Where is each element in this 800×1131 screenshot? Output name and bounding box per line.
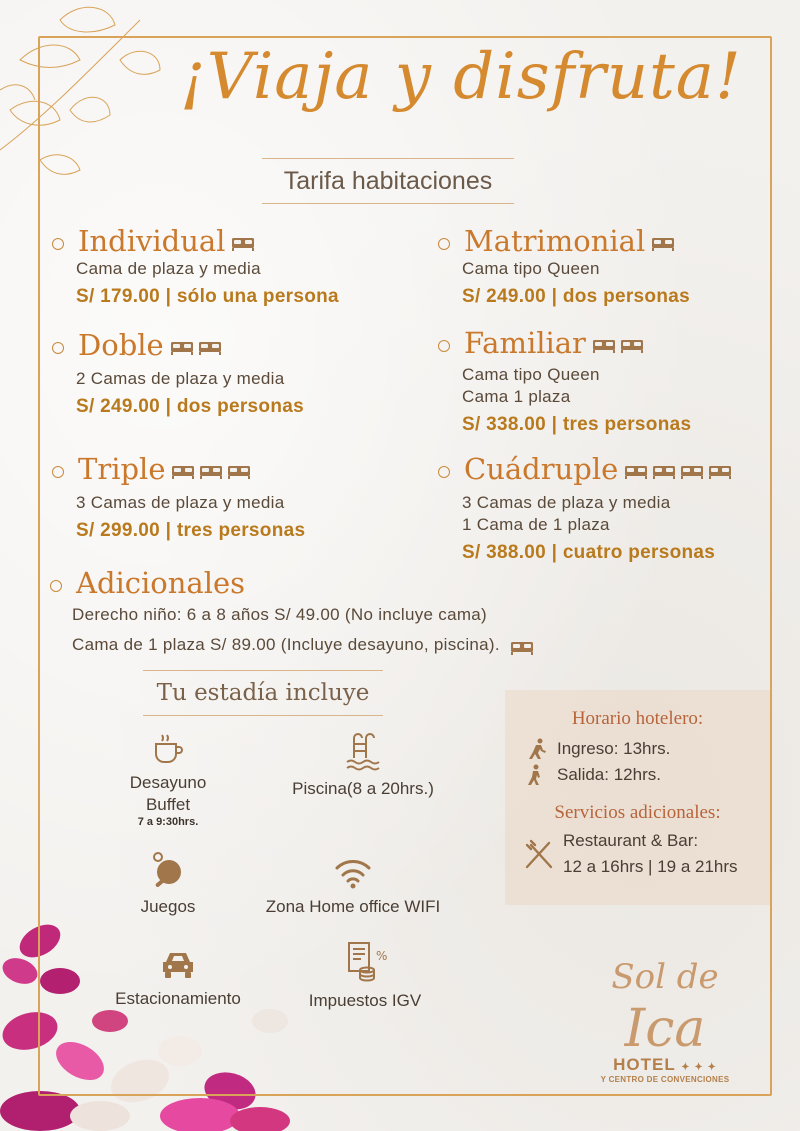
services-title: Servicios adicionales: bbox=[554, 802, 721, 823]
bed-icon bbox=[620, 337, 644, 353]
additional-line-text: Cama de 1 plaza S/ 89.00 (Incluye desayuno, piscina). bbox=[72, 635, 500, 654]
walking-person-icon bbox=[527, 764, 549, 786]
ping-pong-icon bbox=[149, 848, 187, 890]
amenity-label: Buffet bbox=[145, 795, 191, 814]
amenity-label: Impuestos IGV bbox=[308, 991, 422, 1010]
room-name: Familiar bbox=[464, 326, 586, 360]
bullet-icon bbox=[438, 340, 450, 352]
additional-section bbox=[50, 566, 534, 660]
additional-line bbox=[72, 600, 534, 630]
bed-icon bbox=[651, 235, 675, 251]
room-desc: Cama tipo Queen bbox=[462, 259, 600, 278]
room-price: S/ 249.00 | dos personas bbox=[462, 286, 690, 307]
bed-icon bbox=[624, 463, 648, 479]
checkout-text: Salida: 12hrs. bbox=[557, 765, 661, 784]
logo-subtitle: Y CENTRO DE CONVENCIONES bbox=[600, 1075, 730, 1084]
checkin-text: Ingreso: 13hrs. bbox=[557, 739, 671, 758]
logo-hotel bbox=[580, 1055, 750, 1075]
room-desc: Cama tipo Queen bbox=[462, 365, 600, 384]
room-desc: 3 Camas de plaza y media bbox=[76, 493, 285, 512]
room-price: S/ 249.00 | dos personas bbox=[76, 396, 304, 417]
bed-icon bbox=[170, 339, 194, 355]
room-matrimonial bbox=[438, 224, 690, 308]
page-subtitle: Tarifa habitaciones bbox=[283, 166, 493, 195]
room-price: S/ 388.00 | cuatro personas bbox=[462, 542, 716, 563]
amenity-games bbox=[118, 848, 218, 918]
svg-text:%: % bbox=[376, 949, 387, 963]
room-desc: 1 Cama de 1 plaza bbox=[462, 515, 610, 534]
room-desc: Cama de plaza y media bbox=[76, 259, 261, 278]
bed-icon bbox=[652, 463, 676, 479]
room-cuadruple bbox=[438, 452, 732, 564]
bed-icon bbox=[171, 463, 195, 479]
amenity-parking bbox=[88, 948, 268, 1010]
additional-line-text: Derecho niño: 6 a 8 años S/ 49.00 (No incluye cama) bbox=[72, 605, 488, 624]
logo-hotel-text: HOTEL bbox=[613, 1055, 676, 1074]
amenity-label: Piscina(8 a 20hrs.) bbox=[292, 779, 434, 798]
bed-icon bbox=[198, 339, 222, 355]
room-name: Individual bbox=[78, 224, 226, 258]
bed-icon bbox=[231, 235, 255, 251]
bullet-icon bbox=[52, 342, 64, 354]
bed-icons bbox=[171, 463, 251, 479]
logo-script-line1: Sol de bbox=[611, 957, 719, 997]
amenity-breakfast bbox=[108, 732, 228, 828]
room-name: Cuádruple bbox=[464, 452, 619, 486]
bullet-icon bbox=[438, 466, 450, 478]
restaurant-label: Restaurant & Bar: bbox=[563, 831, 699, 850]
hours-box bbox=[505, 690, 770, 905]
additional-title: Adicionales bbox=[76, 566, 246, 600]
room-familiar bbox=[438, 326, 691, 436]
checkout-line bbox=[527, 762, 770, 788]
bed-icons bbox=[170, 339, 222, 355]
amenity-pool bbox=[268, 732, 458, 800]
bed-icon bbox=[592, 337, 616, 353]
room-desc: Cama 1 plaza bbox=[462, 387, 571, 406]
hours-title: Horario hotelero: bbox=[571, 708, 704, 729]
bed-icons bbox=[510, 639, 534, 655]
restaurant-hours: 12 a 16hrs | 19 a 21hrs bbox=[563, 857, 738, 876]
checkin-line bbox=[527, 736, 770, 762]
bed-icon bbox=[680, 463, 704, 479]
bullet-icon bbox=[438, 238, 450, 250]
room-doble bbox=[52, 328, 304, 418]
subtitle-box bbox=[262, 158, 514, 204]
fork-knife-icon bbox=[523, 837, 555, 871]
hotel-logo bbox=[580, 945, 750, 1084]
coffee-cup-icon bbox=[151, 732, 185, 766]
bed-icons bbox=[651, 235, 675, 251]
pool-ladder-icon bbox=[344, 732, 382, 772]
logo-script bbox=[580, 945, 750, 1059]
bed-icon bbox=[510, 639, 534, 655]
amenity-hours: 7 a 9:30hrs. bbox=[137, 816, 199, 828]
bullet-icon bbox=[52, 238, 64, 250]
room-price: S/ 179.00 | sólo una persona bbox=[76, 286, 339, 307]
includes-title: Tu estadía incluye bbox=[156, 680, 370, 706]
bed-icons bbox=[592, 337, 644, 353]
room-triple bbox=[52, 452, 305, 542]
bed-icon bbox=[708, 463, 732, 479]
logo-script-line2: Ica bbox=[624, 999, 706, 1059]
room-name: Matrimonial bbox=[464, 224, 646, 258]
amenity-wifi bbox=[238, 856, 468, 918]
bed-icons bbox=[231, 235, 255, 251]
walking-person-icon bbox=[527, 738, 549, 760]
bed-icons bbox=[624, 463, 732, 479]
tax-document-icon bbox=[343, 940, 387, 984]
room-name: Triple bbox=[78, 452, 166, 486]
includes-title-box bbox=[143, 670, 383, 716]
room-price: S/ 299.00 | tres personas bbox=[76, 520, 306, 541]
room-price: S/ 338.00 | tres personas bbox=[462, 414, 692, 435]
amenity-label: Zona Home office WIFI bbox=[265, 897, 441, 916]
additional-line bbox=[72, 630, 534, 660]
room-desc: 2 Camas de plaza y media bbox=[76, 369, 285, 388]
bullet-icon bbox=[52, 466, 64, 478]
bed-icon bbox=[227, 463, 251, 479]
room-name: Doble bbox=[78, 328, 164, 362]
car-icon bbox=[158, 948, 198, 982]
amenity-tax bbox=[285, 940, 445, 1012]
bullet-icon bbox=[50, 580, 62, 592]
bed-icon bbox=[199, 463, 223, 479]
stars-icon: ✦ ✦ ✦ bbox=[681, 1062, 717, 1073]
wifi-icon bbox=[333, 856, 373, 890]
page-title: ¡Viaja y disfruta! bbox=[180, 40, 742, 114]
amenity-label: Juegos bbox=[140, 897, 196, 916]
room-desc: 3 Camas de plaza y media bbox=[462, 493, 671, 512]
amenity-label: Estacionamiento bbox=[115, 989, 241, 1008]
room-individual bbox=[52, 224, 339, 308]
amenity-label: Desayuno bbox=[129, 773, 207, 792]
